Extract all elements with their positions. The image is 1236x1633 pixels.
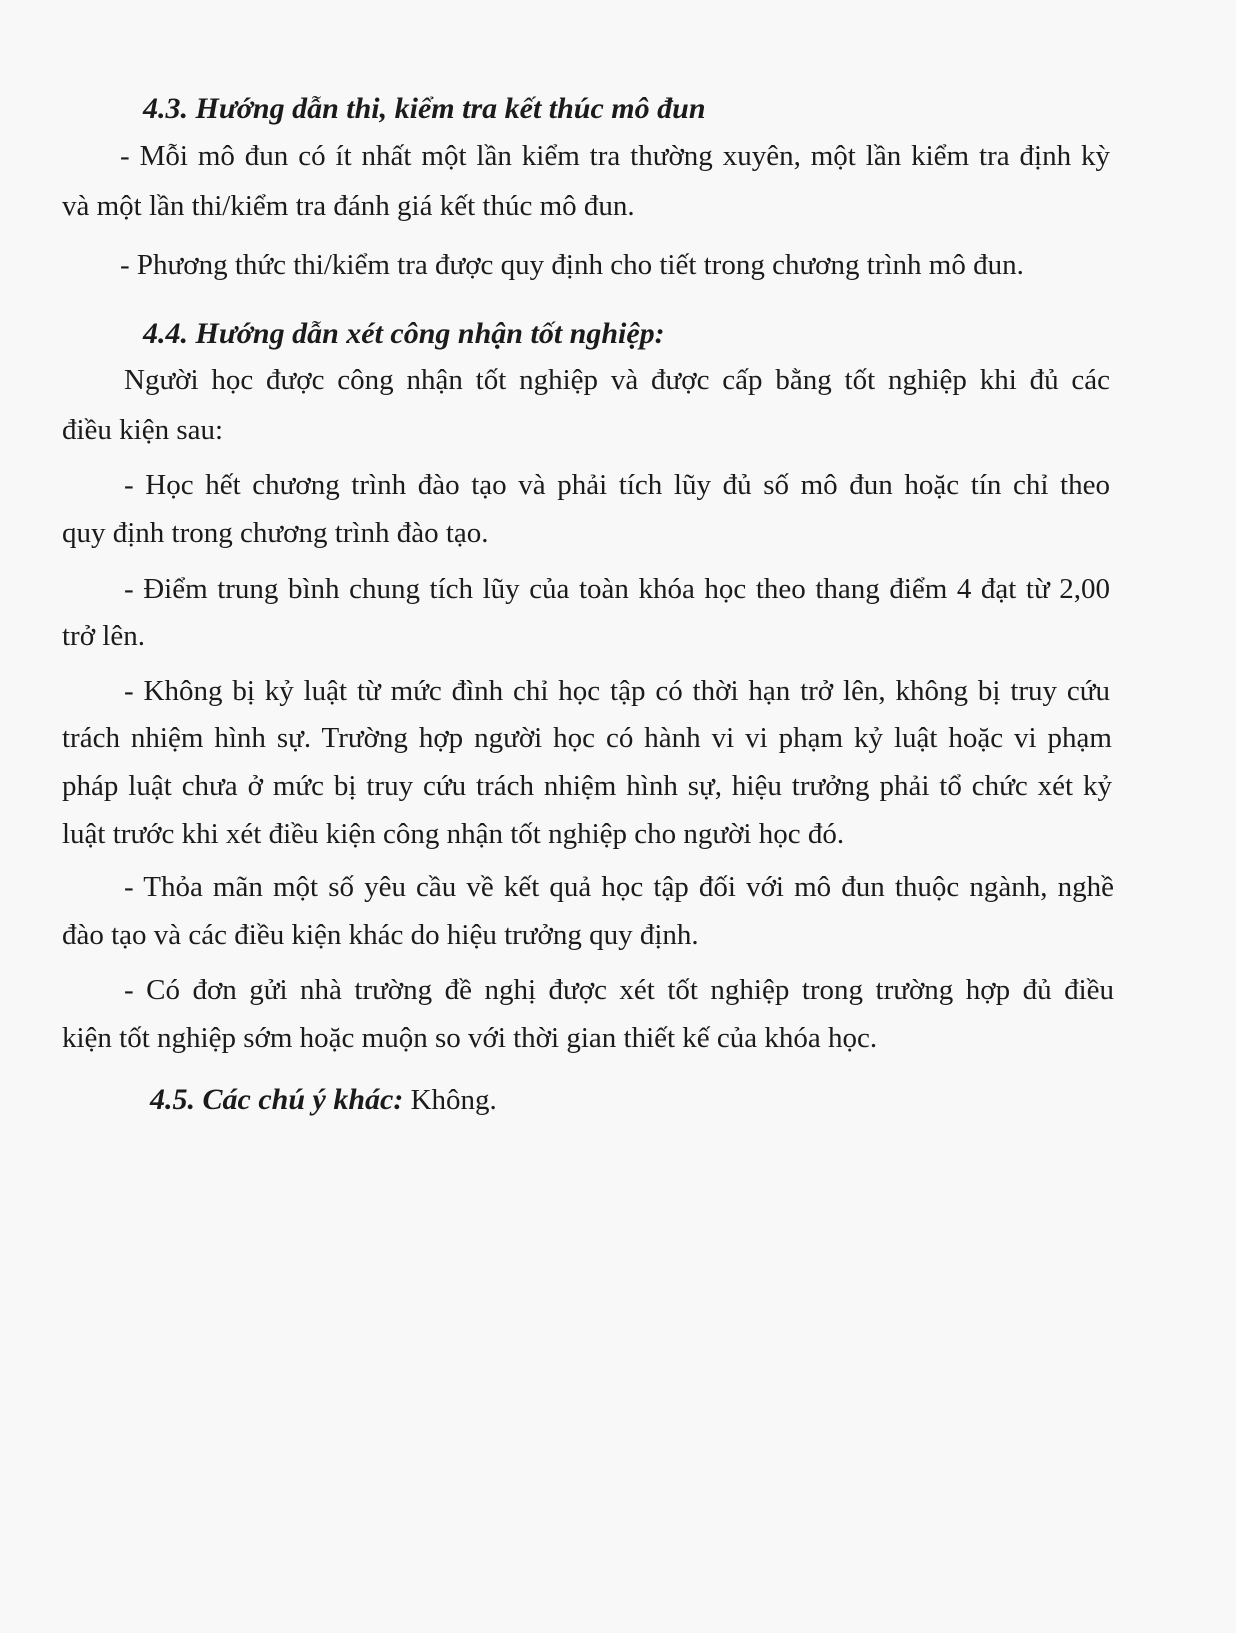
paragraph-line: kiện tốt nghiệp sớm hoặc muộn so với thời gian thiết kế của khóa học. [62, 1022, 878, 1054]
paragraph-line: luật trước khi xét điều kiện công nhận tốt nghiệp cho người học đó. [62, 818, 845, 850]
paragraph-line: - Thỏa mãn một số yêu cầu về kết quả học tập đối với mô đun thuộc ngành, nghề [124, 871, 1114, 903]
section-4-5-line [150, 1076, 497, 1124]
paragraph-line: - Có đơn gửi nhà trường đề nghị được xét tốt nghiệp trong trường hợp đủ điều [124, 974, 1114, 1006]
paragraph-line: - Học hết chương trình đào tạo và phải tích lũy đủ số mô đun hoặc tín chỉ theo [124, 469, 1110, 501]
section-4-4-heading: 4.4. Hướng dẫn xét công nhận tốt nghiệp: [143, 317, 665, 350]
paragraph-line: và một lần thi/kiểm tra đánh giá kết thúc mô đun. [62, 190, 635, 222]
section-4-5-heading: 4.5. Các chú ý khác: [150, 1083, 404, 1116]
paragraph-line: đào tạo và các điều kiện khác do hiệu trưởng quy định. [62, 919, 699, 951]
paragraph-line: - Điểm trung bình chung tích lũy của toàn khóa học theo thang điểm 4 đạt từ 2,00 [124, 573, 1110, 605]
paragraph-line: điều kiện sau: [62, 414, 224, 446]
paragraph-line: Người học được công nhận tốt nghiệp và được cấp bằng tốt nghiệp khi đủ các [124, 364, 1110, 396]
section-4-5-value: Không. [403, 1084, 497, 1116]
paragraph-line: - Mỗi mô đun có ít nhất một lần kiểm tra thường xuyên, một lần kiểm tra định kỳ [120, 140, 1110, 172]
paragraph-line: quy định trong chương trình đào tạo. [62, 517, 489, 549]
section-4-3-heading: 4.3. Hướng dẫn thi, kiểm tra kết thúc mô đun [143, 92, 706, 125]
paragraph-line: trở lên. [62, 620, 145, 652]
paragraph-line: pháp luật chưa ở mức bị truy cứu trách nhiệm hình sự, hiệu trưởng phải tổ chức xét kỷ [62, 770, 1112, 802]
paragraph-line: - Phương thức thi/kiểm tra được quy định cho tiết trong chương trình mô đun. [120, 249, 1024, 281]
paragraph-line: trách nhiệm hình sự. Trường hợp người học có hành vi vi phạm kỷ luật hoặc vi phạm [62, 722, 1112, 754]
paragraph-line: - Không bị kỷ luật từ mức đình chỉ học tập có thời hạn trở lên, không bị truy cứu [124, 675, 1110, 707]
